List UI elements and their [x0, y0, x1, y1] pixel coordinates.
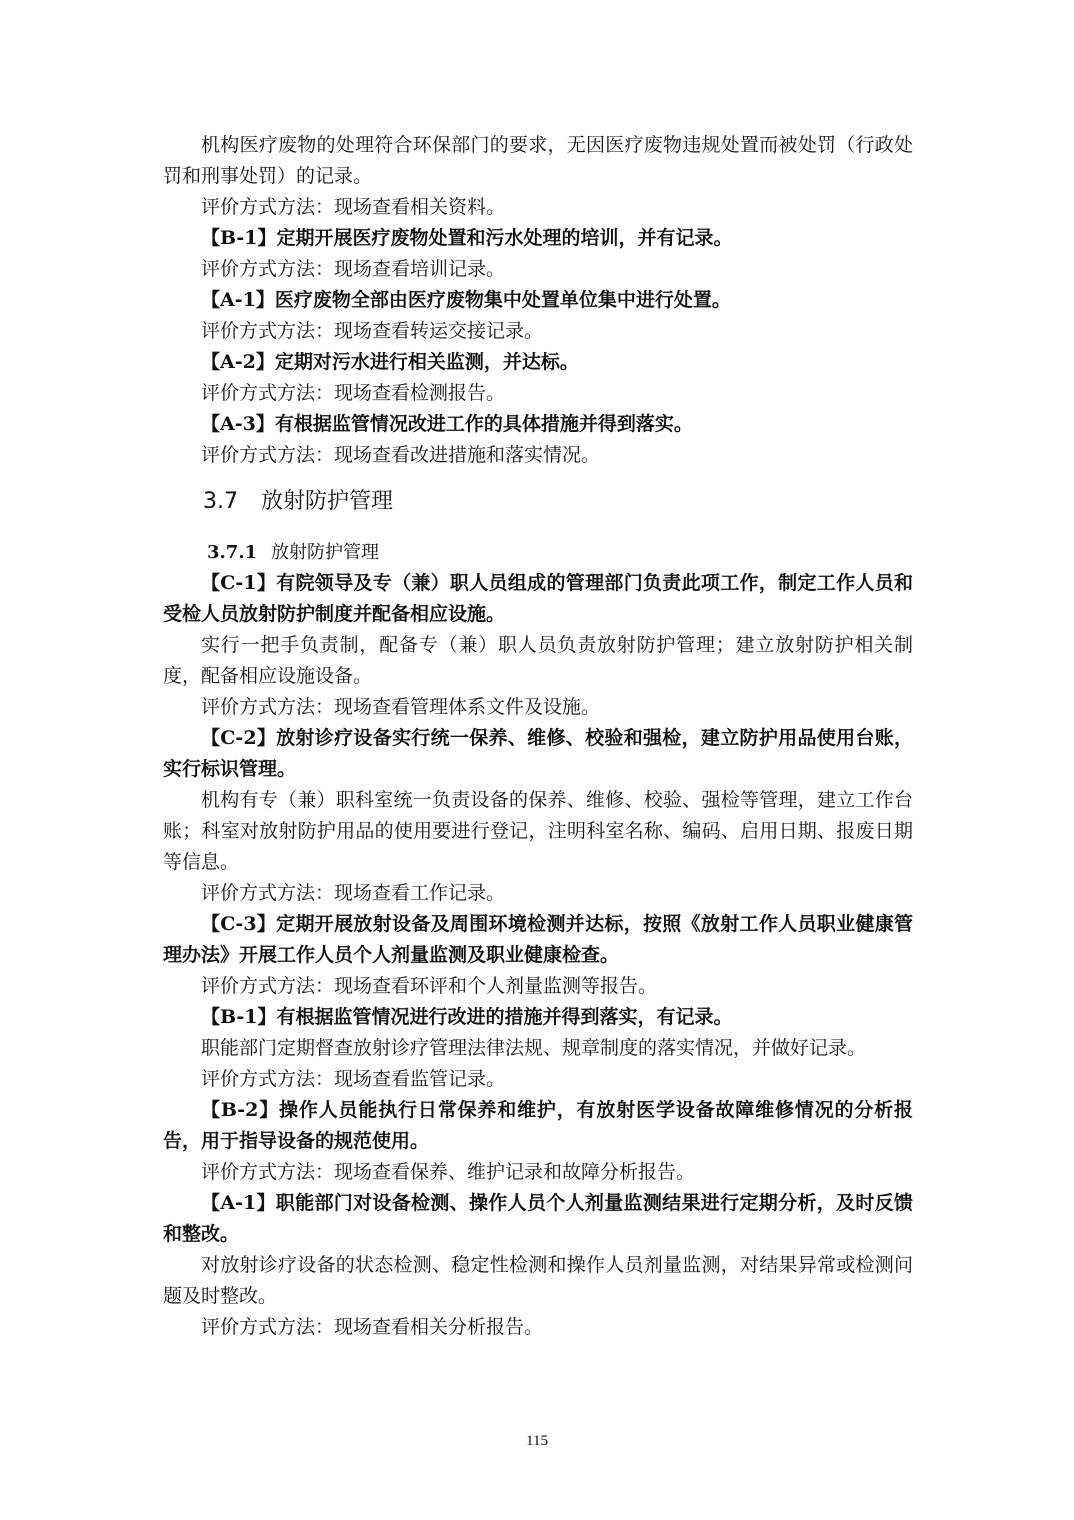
criterion-paragraph: 【B-2】操作人员能执行日常保养和维护，有放射医学设备故障维修情况的分析报告，用于指导设备的规范使用。 — [163, 1099, 913, 1152]
body-paragraph: 评价方式方法：现场查看环评和个人剂量监测等报告。 — [201, 975, 658, 997]
body-paragraph: 评价方式方法：现场查看培训记录。 — [201, 258, 506, 280]
section-title: 放射防护管理 — [261, 489, 394, 514]
body-paragraph: 评价方式方法：现场查看检测报告。 — [201, 382, 506, 404]
criterion-paragraph: 【B-1】有根据监管情况进行改进的措施并得到落实，有记录。 — [201, 1006, 733, 1028]
criterion-paragraph: 【A-3】有根据监管情况改进工作的具体措施并得到落实。 — [201, 413, 693, 435]
criterion-paragraph: 【C-2】放射诊疗设备实行统一保养、维修、校验和强检，建立防护用品使用台账，实行标识管理。 — [163, 727, 913, 780]
document-body — [163, 130, 913, 1343]
body-paragraph: 职能部门定期督查放射诊疗管理法律法规、规章制度的落实情况，并做好记录。 — [201, 1037, 867, 1059]
body-paragraph: 评价方式方法：现场查看监管记录。 — [201, 1068, 506, 1090]
body-paragraph: 机构医疗废物的处理符合环保部门的要求，无因医疗废物违规处置而被处罚（行政处罚和刑事处罚）的记录。 — [163, 134, 913, 187]
criterion-paragraph: 【B-1】定期开展医疗废物处置和污水处理的培训，并有记录。 — [201, 227, 733, 249]
body-paragraph: 评价方式方法：现场查看相关资料。 — [201, 196, 506, 218]
criterion-paragraph: 【C-1】有院领导及专（兼）职人员组成的管理部门负责此项工作，制定工作人员和受检人员放射防护制度并配备相应设施。 — [163, 572, 913, 625]
body-paragraph: 对放射诊疗设备的状态检测、稳定性检测和操作人员剂量监测，对结果异常或检测问题及时整改。 — [163, 1254, 913, 1307]
body-paragraph: 评价方式方法：现场查看改进措施和落实情况。 — [201, 444, 601, 466]
criterion-paragraph: 【C-3】定期开展放射设备及周围环境检测并达标，按照《放射工作人员职业健康管理办法》开展工作人员个人剂量监测及职业健康检查。 — [163, 913, 913, 966]
criterion-paragraph: 【A-1】医疗废物全部由医疗废物集中处置单位集中进行处置。 — [201, 289, 731, 311]
subsection-heading — [163, 537, 913, 568]
subsection-number: 3.7.1 — [207, 542, 258, 563]
criterion-paragraph: 【A-1】职能部门对设备检测、操作人员个人剂量监测结果进行定期分析，及时反馈和整改。 — [163, 1192, 913, 1245]
body-paragraph: 评价方式方法：现场查看相关分析报告。 — [201, 1316, 544, 1338]
paragraph-group-top — [163, 130, 913, 471]
body-paragraph: 评价方式方法：现场查看转运交接记录。 — [201, 320, 544, 342]
section-number: 3.7 — [203, 489, 238, 514]
body-paragraph: 实行一把手负责制，配备专（兼）职人员负责放射防护管理；建立放射防护相关制度，配备相应设施设备。 — [163, 634, 913, 687]
criterion-paragraph: 【A-2】定期对污水进行相关监测，并达标。 — [201, 351, 579, 373]
body-paragraph: 机构有专（兼）职科室统一负责设备的保养、维修、校验、强检等管理，建立工作台账；科室对放射防护用品的使用要进行登记，注明科室名称、编码、启用日期、报废日期等信息。 — [163, 789, 913, 873]
page-number: 115 — [526, 1433, 548, 1449]
body-paragraph: 评价方式方法：现场查看管理体系文件及设施。 — [201, 696, 601, 718]
section-heading — [163, 487, 913, 517]
body-paragraph: 评价方式方法：现场查看工作记录。 — [201, 882, 506, 904]
body-paragraph: 评价方式方法：现场查看保养、维护记录和故障分析报告。 — [201, 1161, 696, 1183]
paragraph-group-bottom — [163, 568, 913, 1343]
subsection-title: 放射防护管理 — [271, 542, 379, 563]
